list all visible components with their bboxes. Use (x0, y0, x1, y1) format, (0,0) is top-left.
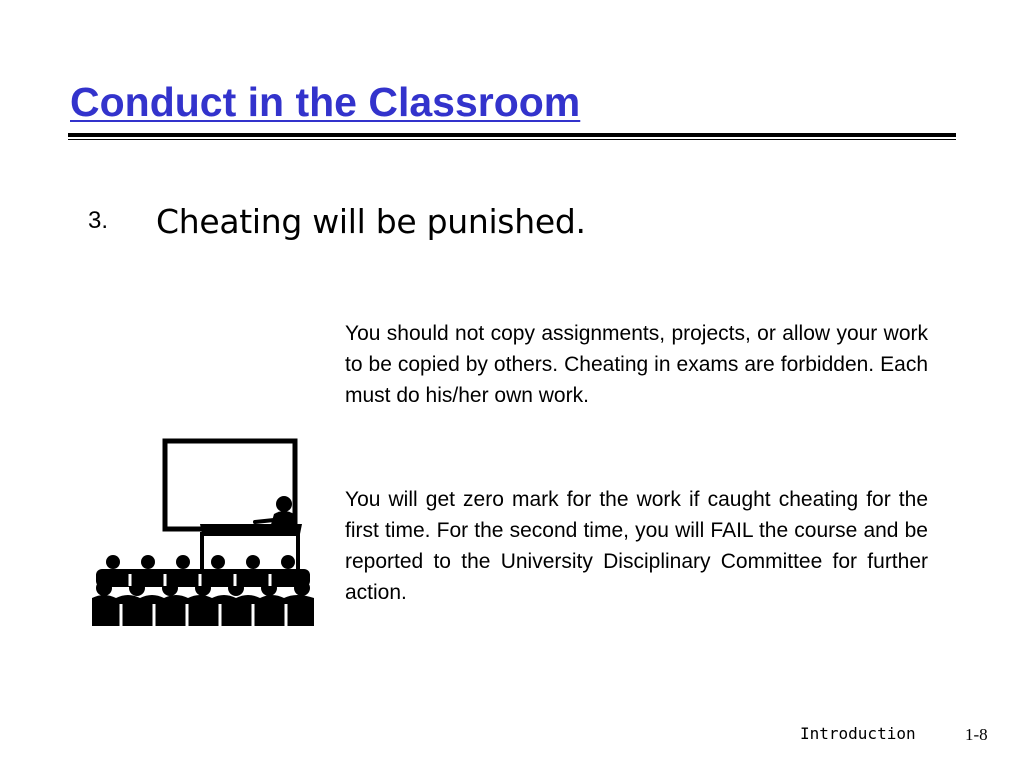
footer-section-label: Introduction (800, 724, 916, 743)
title-divider-thick (68, 133, 956, 137)
paragraph-penalty: You will get zero mark for the work if caught cheating for the first time. For the second time, you will FAIL the course and be reported to the University Disciplinary Committee for further action. (345, 488, 928, 604)
classroom-lecture-icon (90, 438, 316, 630)
numbered-point (88, 196, 586, 246)
slide-title: Conduct in the Classroom (70, 79, 581, 125)
point-number: 3. (88, 207, 109, 234)
paragraph-copying: You should not copy assignments, projects, or allow your work to be copied by others. Cheating in exams are forbidden. Each must do his/her own work. (345, 322, 928, 407)
footer-page-number: 1-8 (965, 725, 988, 744)
title-divider-thin (68, 139, 956, 140)
point-text: Cheating will be punished. (156, 201, 586, 241)
